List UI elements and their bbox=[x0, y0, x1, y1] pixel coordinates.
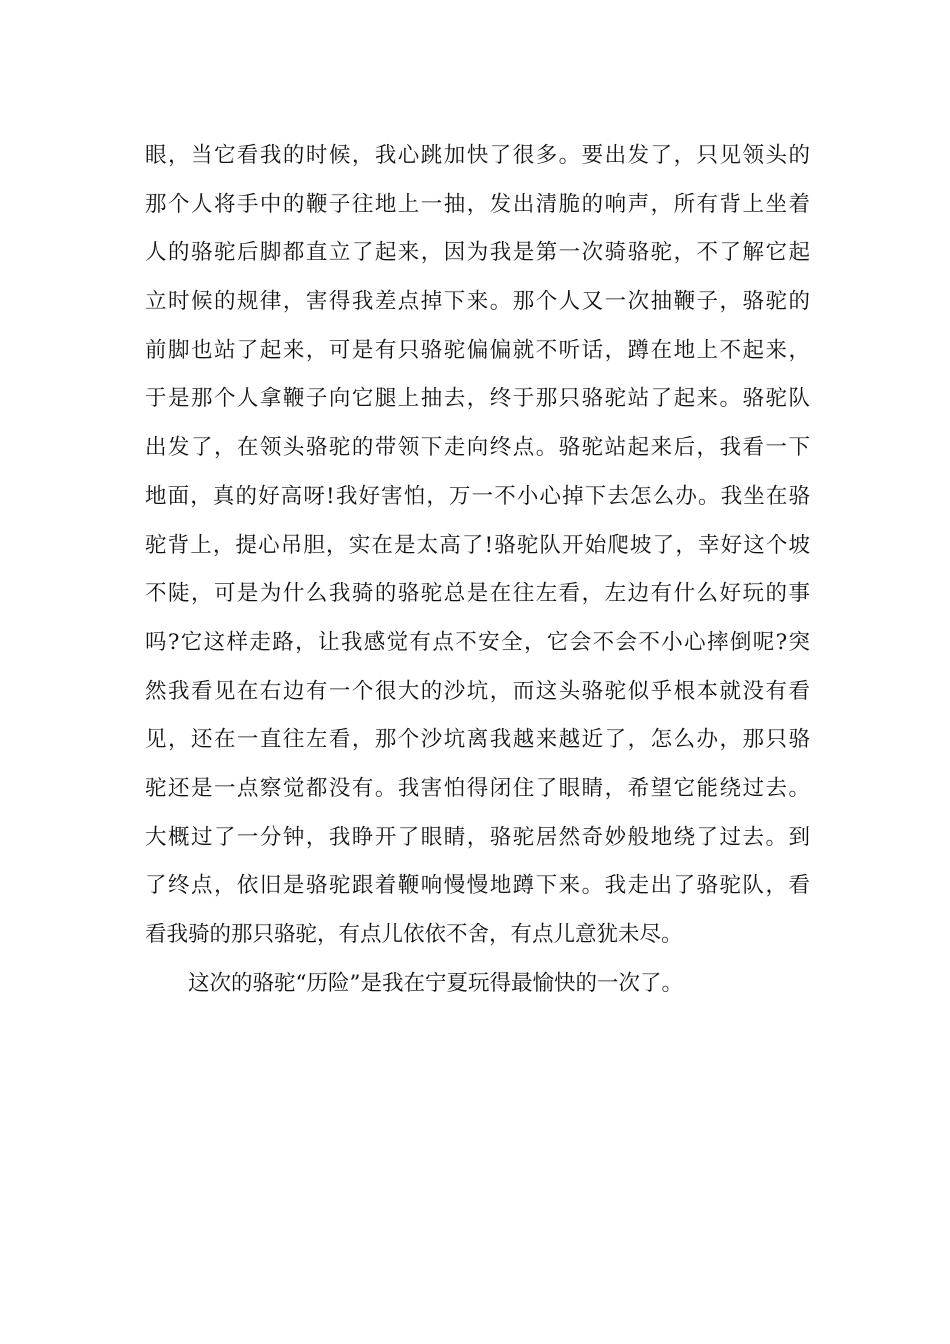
text-line: 人的骆驼后脚都直立了起来，因为我是第一次骑骆驼，不了解它起 bbox=[145, 240, 810, 266]
text-line: 于是那个人拿鞭子向它腿上抽去，终于那只骆驼站了起来。骆驼队 bbox=[145, 386, 810, 412]
text-line: 眼，当它看我的时候，我心跳加快了很多。要出发了，只见领头的 bbox=[145, 143, 810, 168]
text-line: 驼还是一点察觉都没有。我害怕得闭住了眼睛，希望它能绕过去。 bbox=[145, 775, 810, 801]
text-line: 不陡，可是为什么我骑的骆驼总是在往左看，左边有什么好玩的事 bbox=[145, 581, 810, 607]
text-line: 驼背上，提心吊胆，实在是太高了!骆驼队开始爬坡了，幸好这个坡 bbox=[145, 532, 810, 558]
text-line: 那个人将手中的鞭子往地上一抽，发出清脆的响声，所有背上坐着 bbox=[145, 191, 810, 217]
text-line: 了终点，依旧是骆驼跟着鞭响慢慢地蹲下来。我走出了骆驼队，看 bbox=[145, 873, 810, 899]
text-line: 看我骑的那只骆驼，有点儿依依不舍，有点儿意犹未尽。 bbox=[145, 922, 683, 947]
text-line: 见，还在一直往左看，那个沙坑离我越来越近了，怎么办，那只骆 bbox=[145, 727, 810, 753]
text-line: 出发了，在领头骆驼的带领下走向终点。骆驼站起来后，我看一下 bbox=[145, 435, 810, 461]
text-line: 地面，真的好高呀!我好害怕，万一不小心掉下去怎么办。我坐在骆 bbox=[145, 483, 810, 509]
text-line: 前脚也站了起来，可是有只骆驼偏偏就不听话，蹲在地上不起来， bbox=[145, 337, 810, 363]
body-text bbox=[145, 132, 810, 1008]
text-line: 立时候的规律，害得我差点掉下来。那个人又一次抽鞭子，骆驼的 bbox=[145, 289, 810, 315]
text-line: 吗?它这样走路，让我感觉有点不安全，它会不会不小心摔倒呢?突 bbox=[145, 629, 810, 655]
text-line: 然我看见在右边有一个很大的沙坑，而这头骆驼似乎根本就没有看 bbox=[145, 678, 810, 704]
text-line: 大概过了一分钟，我睁开了眼睛，骆驼居然奇妙般地绕了过去。到 bbox=[145, 824, 810, 850]
closing-paragraph: 这次的骆驼“历险”是我在宁夏玩得最愉快的一次了。 bbox=[188, 970, 683, 996]
